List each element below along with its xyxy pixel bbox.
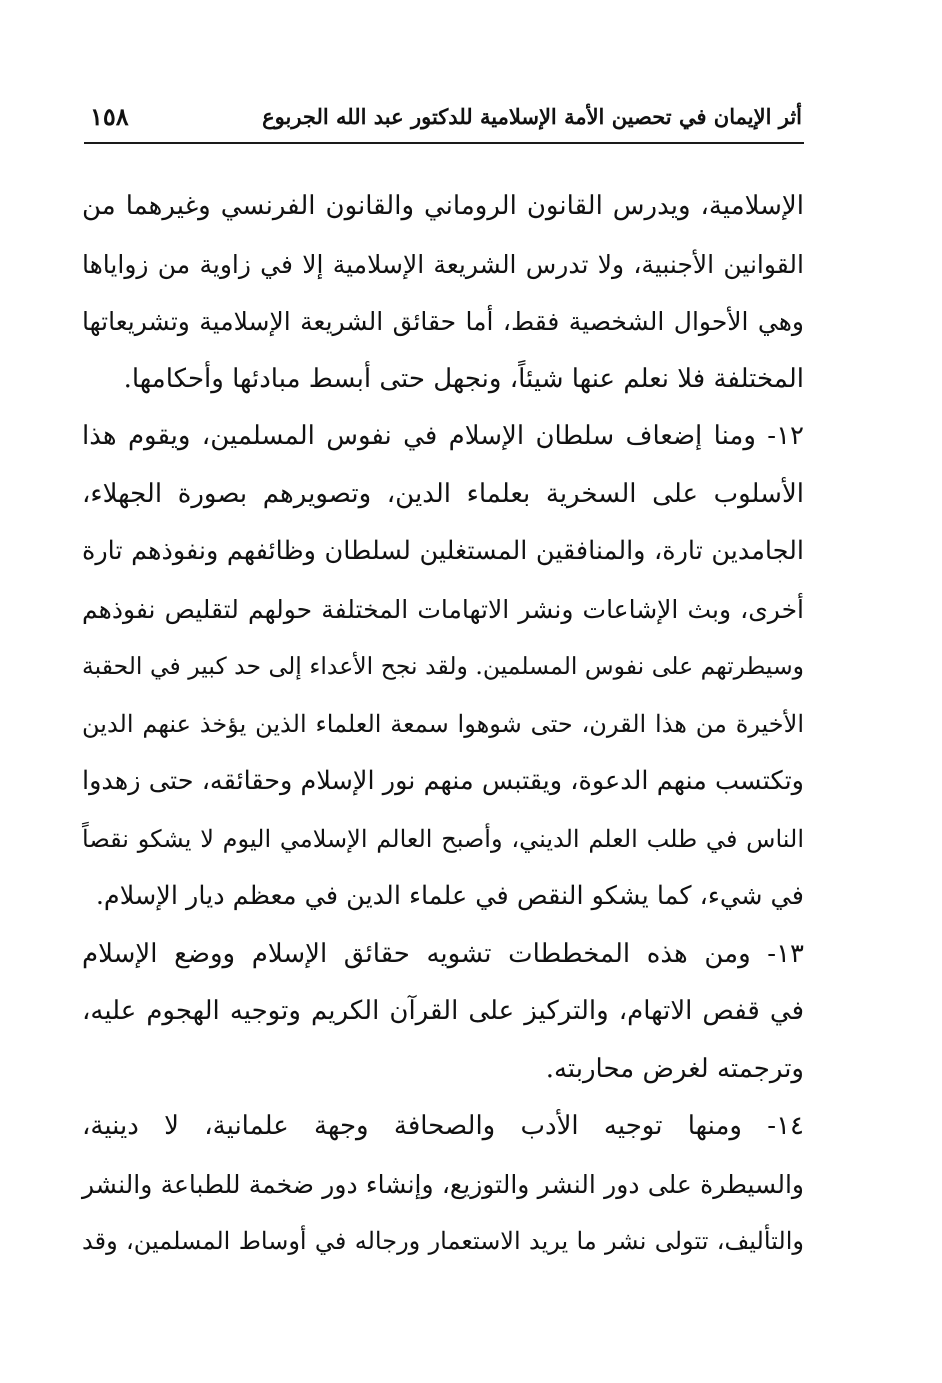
text-line: الناس في طلب العلم الديني، وأصبح العالم الإسلامي اليوم لا يشكو نقصاً bbox=[82, 824, 804, 853]
text-line: المختلفة فلا نعلم عنها شيئاً، ونجهل حتى أبسط مبادئها وأحكامها. bbox=[123, 363, 804, 394]
paragraph-13 bbox=[82, 926, 804, 1099]
page-number: ١٥٨ bbox=[90, 102, 129, 131]
text-line: الإسلامية، ويدرس القانون الروماني والقانون الفرنسي وغيرهما من bbox=[82, 191, 804, 221]
text-line: وسيطرتهم على نفوس المسلمين. ولقد نجح الأعداء إلى حد كبير في الحقبة bbox=[82, 652, 804, 680]
text-line: الأسلوب على السخرية بعلماء الدين، وتصويرهم بصورة الجهلاء، bbox=[82, 478, 804, 509]
text-line: أخرى، وبث الإشاعات ونشر الاتهامات المختلفة حولهم لتقليص نفوذهم bbox=[82, 594, 804, 624]
text-line: في قفص الاتهام، والتركيز على القرآن الكريم وتوجيه الهجوم عليه، bbox=[82, 996, 804, 1026]
text-line: الجامدين تارة، والمنافقين المستغلين لسلطان وظائفهم ونفوذهم تارة bbox=[82, 536, 804, 566]
text-line: القوانين الأجنبية، ولا تدرس الشريعة الإسلامية إلا في زاوية من زواياها bbox=[82, 249, 804, 279]
text-line: الأخيرة من هذا القرن، حتى شوهوا سمعة العلماء الذين يؤخذ عنهم الدين bbox=[82, 709, 804, 738]
text-line: وهي الأحوال الشخصية فقط، أما حقائق الشريعة الإسلامية وتشريعاتها bbox=[82, 307, 804, 336]
text-line: وتكتسب منهم الدعوة، ويقتبس منهم نور الإسلام وحقائقه، حتى زهدوا bbox=[82, 766, 804, 796]
running-header bbox=[84, 100, 804, 144]
text-line: في شيء، كما يشكو النقص في علماء الدين في معظم ديار الإسلام. bbox=[95, 881, 804, 911]
header-title: أثر الإيمان في تحصين الأمة الإسلامية للدكتور عبد الله الجربوع bbox=[262, 104, 802, 129]
text-line: ١٢- ومنا إضعاف سلطان الإسلام في نفوس المسلمين، ويقوم هذا bbox=[82, 421, 804, 451]
text-line: والتأليف، تتولى نشر ما يريد الاستعمار ورجاله في أوساط المسلمين، وقد bbox=[82, 1227, 804, 1255]
paragraph-12 bbox=[82, 408, 804, 926]
body-text bbox=[82, 178, 804, 1271]
text-line: ١٤- ومنها توجيه الأدب والصحافة وجهة علمانية، لا دينية، bbox=[82, 1111, 804, 1141]
paragraph-14 bbox=[82, 1098, 804, 1271]
text-line: والسيطرة على دور النشر والتوزيع، وإنشاء دور ضخمة للطباعة والنشر bbox=[82, 1169, 804, 1199]
paragraph-1 bbox=[82, 178, 804, 408]
text-line: ١٣- ومن هذه المخططات تشويه حقائق الإسلام ووضع الإسلام bbox=[82, 938, 804, 969]
text-line: وترجمته لغرض محاربته. bbox=[545, 1053, 804, 1084]
